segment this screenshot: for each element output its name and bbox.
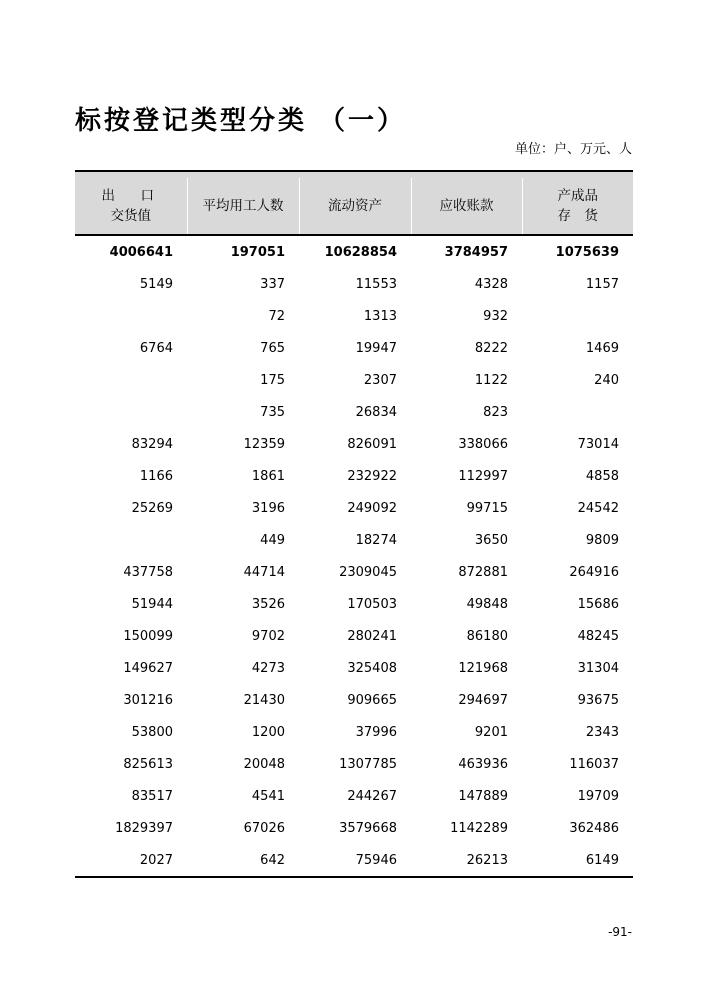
table-cell: 264916: [569, 564, 619, 580]
table-cell: 232922: [347, 468, 397, 484]
table-cell: 4328: [474, 276, 508, 292]
table-cell: 8222: [474, 340, 508, 356]
column-header-line1: 流动资产: [328, 198, 382, 214]
table-cell: 6764: [139, 340, 173, 356]
table-row: [75, 364, 633, 396]
table-cell: 1122: [474, 372, 508, 388]
table-cell: 5149: [139, 276, 173, 292]
table-cell: 19947: [355, 340, 397, 356]
table-row: [75, 812, 633, 844]
table-cell: 244267: [347, 788, 397, 804]
column-header-line1: 平均用工人数: [202, 198, 284, 214]
table-cell: 147889: [458, 788, 508, 804]
table-cell: 337: [260, 276, 285, 292]
table-cell: 37996: [355, 724, 397, 740]
table-cell: 463936: [458, 756, 508, 772]
table-cell: 21430: [243, 692, 285, 708]
table-row: [75, 684, 633, 716]
table-row: [75, 588, 633, 620]
table-cell: 362486: [569, 820, 619, 836]
table-row: [75, 780, 633, 812]
unit-note: 单位：户、万元、人: [514, 142, 632, 157]
table-cell: 1075639: [555, 244, 619, 260]
table-cell: 9201: [474, 724, 508, 740]
table-cell: 15686: [577, 596, 619, 612]
table-cell: 1142289: [450, 820, 508, 836]
table-cell: 149627: [123, 660, 173, 676]
table-cell: 24542: [577, 500, 619, 516]
table-cell: 2307: [363, 372, 397, 388]
table-cell: 18274: [355, 532, 397, 548]
statistics-table-container: [75, 170, 633, 878]
table-cell: 2309045: [339, 564, 397, 580]
table-cell: 3579668: [339, 820, 397, 836]
table-cell: 86180: [466, 628, 508, 644]
table-cell: 26213: [411, 844, 522, 877]
table-cell: 1829397: [115, 820, 173, 836]
top-rule-cell: [75, 171, 187, 178]
table-cell: 3650: [474, 532, 508, 548]
top-rule-cell: [299, 171, 411, 178]
table-cell: 121968: [458, 660, 508, 676]
table-cell: [522, 396, 633, 428]
table-cell: 197051: [230, 244, 285, 260]
table-cell: 9702: [251, 628, 285, 644]
table-cell: [522, 300, 633, 332]
top-rule-cell: [187, 171, 299, 178]
table-row: [75, 748, 633, 780]
table-cell: 72: [268, 308, 285, 324]
table-cell: 437758: [123, 564, 173, 580]
statistics-table: [75, 170, 633, 878]
table-cell: 823: [483, 404, 508, 420]
table-cell: 93675: [577, 692, 619, 708]
table-cell: [75, 524, 187, 556]
table-cell: 83294: [131, 436, 173, 452]
table-cell: 12359: [243, 436, 285, 452]
table-cell: 11553: [355, 276, 397, 292]
table-cell: 2027: [75, 844, 187, 877]
column-header-finished-goods-inventory: [522, 178, 633, 235]
table-cell: 31304: [577, 660, 619, 676]
table-cell: 325408: [347, 660, 397, 676]
column-header-average-employees: [187, 178, 299, 235]
table-row: [75, 492, 633, 524]
table-row: [75, 300, 633, 332]
table-cell: 53800: [131, 724, 173, 740]
table-cell: 20048: [243, 756, 285, 772]
table-row: [75, 524, 633, 556]
table-header-row: [75, 178, 633, 235]
column-header-line2: 交货值: [110, 208, 151, 224]
table-body: [75, 235, 633, 877]
table-row: [75, 396, 633, 428]
top-rule-cell: [411, 171, 522, 178]
table-cell: 872881: [458, 564, 508, 580]
table-cell: [75, 364, 187, 396]
table-row: [75, 556, 633, 588]
table-cell: 83517: [131, 788, 173, 804]
table-cell: [75, 396, 187, 428]
table-cell: 112997: [458, 468, 508, 484]
table-cell: 51944: [131, 596, 173, 612]
table-cell: 1200: [251, 724, 285, 740]
table-cell: 73014: [577, 436, 619, 452]
column-header-accounts-receivable: [411, 178, 522, 235]
column-header-line1: 产成品: [557, 188, 598, 204]
table-cell: 9809: [585, 532, 619, 548]
table-top-rule: [75, 171, 633, 178]
table-cell: 75946: [299, 844, 411, 877]
table-cell: 338066: [458, 436, 508, 452]
table-cell: 1166: [139, 468, 173, 484]
table-cell: 48245: [577, 628, 619, 644]
table-cell: 1157: [585, 276, 619, 292]
table-cell: 826091: [347, 436, 397, 452]
table-cell: 6149: [522, 844, 633, 877]
table-cell: 116037: [569, 756, 619, 772]
table-cell: 1861: [251, 468, 285, 484]
table-row: [75, 620, 633, 652]
table-cell: 3196: [251, 500, 285, 516]
table-row: [75, 235, 633, 268]
table-row: [75, 844, 633, 877]
table-row: [75, 428, 633, 460]
table-cell: 1313: [363, 308, 397, 324]
table-cell: 170503: [347, 596, 397, 612]
table-cell: 99715: [466, 500, 508, 516]
table-cell: 4273: [251, 660, 285, 676]
table-cell: 765: [260, 340, 285, 356]
table-cell: 449: [260, 532, 285, 548]
table-row: [75, 460, 633, 492]
table-cell: 735: [260, 404, 285, 420]
table-cell: [75, 300, 187, 332]
table-cell: 25269: [131, 500, 173, 516]
column-header-line1: 应收账款: [439, 198, 494, 214]
column-header-export-delivery-value: [75, 178, 187, 235]
column-header-line1: 出 口: [101, 188, 160, 204]
table-cell: 175: [260, 372, 285, 388]
table-cell: 240: [594, 372, 619, 388]
top-rule-cell: [522, 171, 633, 178]
page-number: -91-: [608, 925, 632, 939]
table-cell: 67026: [243, 820, 285, 836]
table-cell: 4006641: [109, 244, 173, 260]
table-cell: 3784957: [444, 244, 508, 260]
table-row: [75, 268, 633, 300]
table-cell: 909665: [347, 692, 397, 708]
column-header-current-assets: [299, 178, 411, 235]
table-cell: 301216: [123, 692, 173, 708]
table-cell: 1307785: [339, 756, 397, 772]
table-cell: 2343: [585, 724, 619, 740]
table-cell: 26834: [355, 404, 397, 420]
table-cell: 1469: [585, 340, 619, 356]
table-cell: 4858: [585, 468, 619, 484]
page-title: 标按登记类型分类 （一）: [75, 106, 407, 136]
table-cell: 49848: [466, 596, 508, 612]
table-cell: 932: [483, 308, 508, 324]
table-cell: 825613: [123, 756, 173, 772]
table-cell: 10628854: [324, 244, 397, 260]
table-row: [75, 332, 633, 364]
table-cell: 4541: [251, 788, 285, 804]
table-row: [75, 652, 633, 684]
table-cell: 3526: [251, 596, 285, 612]
table-cell: 44714: [243, 564, 285, 580]
table-cell: 642: [187, 844, 299, 877]
table-header: [75, 171, 633, 235]
table-row: [75, 716, 633, 748]
column-header-line2: 存 货: [557, 208, 598, 224]
table-cell: 19709: [577, 788, 619, 804]
table-cell: 150099: [123, 628, 173, 644]
table-cell: 249092: [347, 500, 397, 516]
table-cell: 294697: [458, 692, 508, 708]
table-cell: 280241: [347, 628, 397, 644]
